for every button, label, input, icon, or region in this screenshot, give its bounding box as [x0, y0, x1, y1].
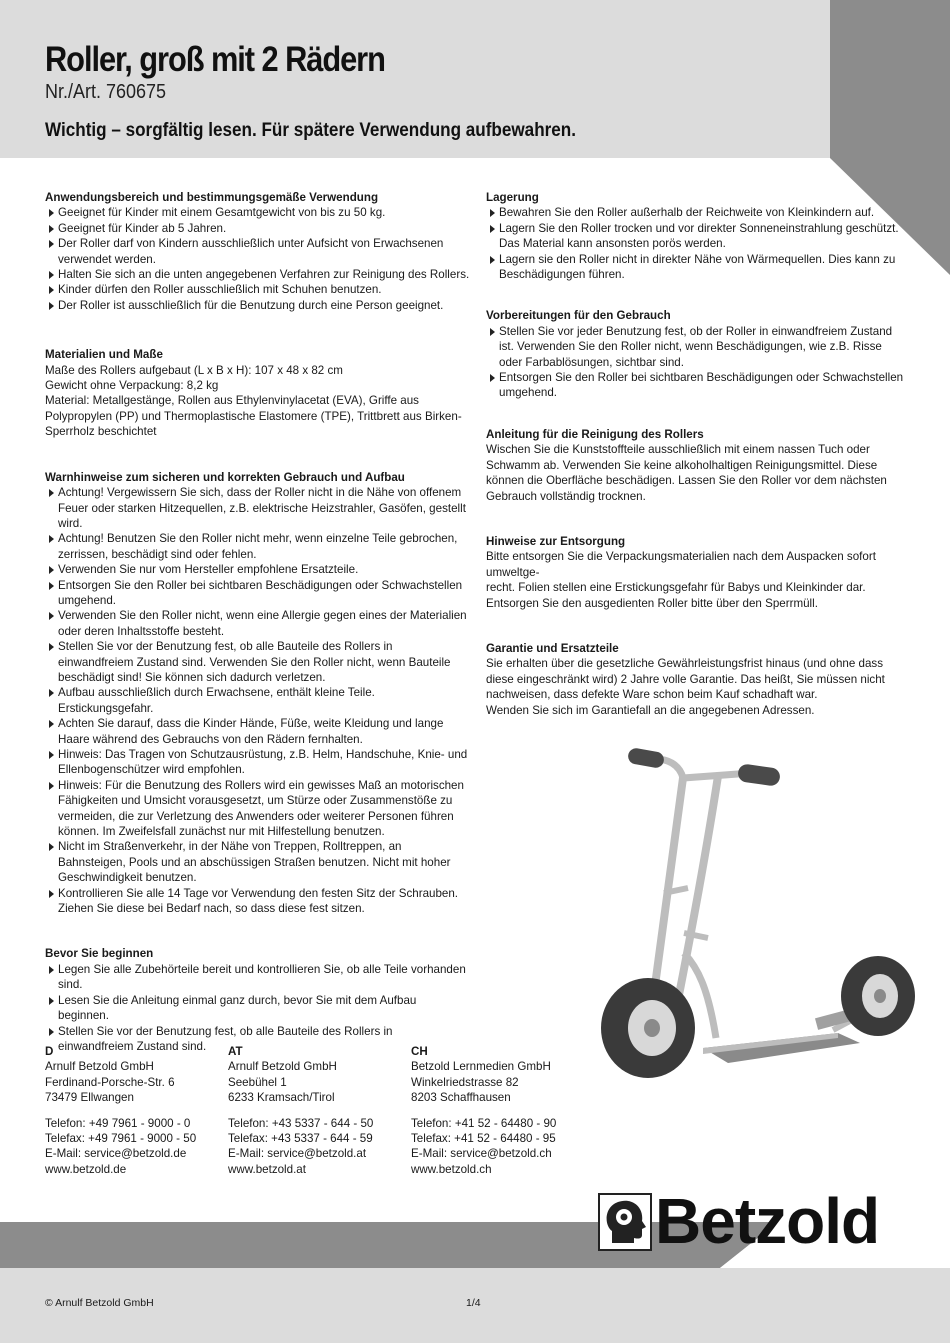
list-item: Legen Sie alle Zubehörteile bereit und kontrollieren Sie, ob alle Teile vorhanden sind. [45, 962, 470, 993]
email: E-Mail: service@betzold.de [45, 1147, 187, 1161]
list-item: Achtung! Benutzen Sie den Roller nicht mehr, wenn einzelne Teile gebrochen, zerrissen, beschädigt sind oder fehlen. [45, 531, 470, 562]
section-title: Vorbereitungen für den Gebrauch [486, 309, 671, 323]
list-item: Geeignet für Kinder mit einem Gesamtgewicht von bis zu 50 kg. [45, 205, 470, 220]
company: Betzold Lernmedien GmbH [411, 1060, 551, 1074]
footer-copyright: © Arnulf Betzold GmbH [45, 1297, 154, 1309]
country-code: D [45, 1045, 54, 1058]
street: Seebühel 1 [228, 1075, 287, 1089]
section-usage [45, 190, 470, 313]
list-item: Verwenden Sie nur vom Hersteller empfohlene Ersatzteile. [45, 562, 470, 577]
page-number: 1/4 [466, 1297, 481, 1309]
list-item: Stellen Sie vor jeder Benutzung fest, ob der Roller in einwandfreiem Zustand ist. Verwenden Sie den Roller nicht, wenn Beschädigungen, wie z.B. Risse oder Farbablösungen, sichtbar sind. [486, 324, 906, 370]
email: E-Mail: service@betzold.at [228, 1147, 367, 1161]
list-item: Stellen Sie vor der Benutzung fest, ob alle Bauteile des Rollers in einwandfreiem Zustand sind. Verwenden Sie den Roller nicht, wenn Bauteile beschädigt sind! Sie können sich dadurch verletzen. [45, 639, 470, 685]
section-cleaning [486, 427, 906, 504]
section-materials [45, 347, 470, 439]
page-title: Roller, groß mit 2 Rädern [45, 40, 385, 79]
city: 6233 Kramsach/Tirol [228, 1091, 335, 1105]
list-item: Achten Sie darauf, dass die Kinder Hände, Füße, weite Kleidung und lange Haare während des Gebrauchs von den Rädern fernhalten. [45, 716, 470, 747]
section-title: Anwendungsbereich und bestimmungsgemäße Verwendung [45, 191, 379, 204]
section-preparation [486, 308, 906, 400]
text-line: Sie erhalten über die gesetzliche Gewährleistungsfrist hinaus (und ohne dass diese eingeschränkt wird) 2 Jahre volle Garantie. Das heißt, Sie müssen nicht nachweisen, dass defekte Ware schon beim Kauf schadhaft war. [486, 657, 885, 702]
list-item: Kinder dürfen den Roller ausschließlich mit Schuhen benutzen. [45, 282, 470, 297]
phone: Telefon: +49 7961 - 9000 - 0 [45, 1116, 191, 1130]
website: www.betzold.ch [411, 1162, 492, 1176]
article-number: Nr./Art. 760675 [45, 81, 167, 103]
address-ch [411, 1044, 591, 1177]
list-item: Achtung! Vergewissern Sie sich, dass der Roller nicht in die Nähe von offenem Feuer oder starken Hitzequellen, z.B. elektrische Heizstrahler, Gasöfen, gestellt wird. [45, 485, 470, 531]
city: 73479 Ellwangen [45, 1091, 134, 1105]
list-item: Aufbau ausschließlich durch Erwachsene, enthält kleine Teile. Erstickungsgefahr. [45, 685, 470, 716]
subtitle: Wichtig – sorgfältig lesen. Für spätere Verwendung aufbewahren. [45, 120, 577, 141]
section-title: Lagerung [486, 191, 539, 204]
list-item: Lesen Sie die Anleitung einmal ganz durch, bevor Sie mit dem Aufbau beginnen. [45, 993, 470, 1024]
left-column [45, 190, 470, 1077]
text-line: Maße des Rollers aufgebaut (L x B x H): 107 x 48 x 82 cm [45, 363, 343, 377]
street: Winkelriedstrasse 82 [411, 1075, 519, 1089]
email: E-Mail: service@betzold.ch [411, 1147, 552, 1161]
list-item: Geeignet für Kinder ab 5 Jahren. [45, 221, 470, 236]
fax: Telefax: +49 7961 - 9000 - 50 [45, 1132, 197, 1146]
street: Ferdinand-Porsche-Str. 6 [45, 1075, 175, 1089]
section-before-start [45, 946, 470, 1054]
list-item: Stellen Sie vor der Benutzung fest, ob alle Bauteile des Rollers in einwandfreiem Zustand sind. [45, 1024, 470, 1055]
list-item: Lagern Sie den Roller trocken und vor direkter Sonneneinstrahlung geschützt. Das Material kann ansonsten porös werden. [486, 221, 906, 252]
list-item: Verwenden Sie den Roller nicht, wenn eine Allergie gegen eines der Materialien oder deren Inhaltsstoffe besteht. [45, 608, 470, 639]
text-line: Bitte entsorgen Sie die Verpackungsmaterialien nach dem Auspacken sofort umweltge- [486, 550, 876, 579]
list-item: Der Roller ist ausschließlich für die Benutzung durch eine Person geeignet. [45, 298, 470, 313]
fax: Telefax: +43 5337 - 644 - 59 [228, 1132, 373, 1146]
section-warnings [45, 470, 470, 917]
website: www.betzold.at [228, 1162, 306, 1176]
list-item: Nicht im Straßenverkehr, in der Nähe von Treppen, Rolltreppen, an Bahnsteigen, Pools und an abschüssigen Straßen benutzen. Nicht mit hoher Geschwindigkeit benutzen. [45, 839, 470, 885]
section-title: Materialien und Maße [45, 348, 163, 362]
list-item: Hinweis: Das Tragen von Schutzausrüstung, z.B. Helm, Handschuhe, Knie- und Ellenbogenschützer wird empfohlen. [45, 747, 470, 778]
text-line: Wenden Sie sich im Garantiefall an die angegebenen Adressen. [486, 703, 815, 717]
list-item: Hinweis: Für die Benutzung des Rollers wird ein gewisses Maß an motorischen Fähigkeiten und Umsicht vorausgesetzt, um Stürze oder Zusammenstöße zu vermeiden, die zur Verletzung des Anwenders oder weiterer Personen führen können. Im Zweifelsfall zunächst nur mit Hilfestellung benutzen. [45, 778, 470, 840]
section-title: Warnhinweise zum sicheren und korrekten Gebrauch und Aufbau [45, 470, 405, 484]
list-item: Entsorgen Sie den Roller bei sichtbaren Beschädigungen oder Schwachstellen umgehend. [45, 578, 470, 609]
company: Arnulf Betzold GmbH [45, 1060, 154, 1074]
phone: Telefon: +41 52 - 64480 - 90 [411, 1116, 557, 1130]
country-code: CH [411, 1045, 428, 1058]
betzold-logo-icon [598, 1193, 652, 1251]
address-de [45, 1044, 225, 1177]
city: 8203 Schaffhausen [411, 1091, 511, 1105]
list-item: Bewahren Sie den Roller außerhalb der Reichweite von Kleinkindern auf. [486, 205, 906, 220]
list-item: Der Roller darf von Kindern ausschließlich unter Aufsicht von Erwachsenen verwendet werden. [45, 236, 470, 267]
list-item: Lagern sie den Roller nicht in direkter Nähe von Wärmequellen. Dies kann zu Beschädigungen führen. [486, 252, 906, 283]
text-line: Gewicht ohne Verpackung: 8,2 kg [45, 379, 219, 393]
scooter-illustration [588, 738, 928, 1078]
text-line: Entsorgen Sie den ausgedienten Roller bitte über den Sperrmüll. [486, 596, 818, 610]
section-disposal [486, 534, 906, 611]
text-line: Material: Metallgestänge, Rollen aus Ethylenvinylacetat (EVA), Griffe aus Polypropylen (PP) und Thermoplastische Elastomere (TPE), Trittbrett aus Birken-Sperrholz beschichtet [45, 394, 462, 439]
section-title: Anleitung für die Reinigung des Rollers [486, 427, 704, 441]
country-code: AT [228, 1045, 243, 1058]
phone: Telefon: +43 5337 - 644 - 50 [228, 1116, 374, 1130]
list-item: Entsorgen Sie den Roller bei sichtbaren Beschädigungen oder Schwachstellen umgehend. [486, 370, 906, 401]
right-column [486, 190, 906, 741]
section-warranty [486, 641, 906, 718]
address-at [228, 1044, 408, 1177]
list-item: Halten Sie sich an die unten angegebenen Verfahren zur Reinigung des Rollers. [45, 267, 470, 282]
company: Arnulf Betzold GmbH [228, 1060, 337, 1074]
betzold-logo-text: Betzold [655, 1185, 880, 1257]
section-storage [486, 190, 906, 282]
text-line: recht. Folien stellen eine Erstickungsgefahr für Babys und Kleinkinder dar. [486, 581, 866, 595]
website: www.betzold.de [45, 1162, 127, 1176]
section-title: Garantie und Ersatzteile [486, 641, 619, 655]
section-title: Bevor Sie beginnen [45, 947, 154, 961]
section-title: Hinweise zur Entsorgung [486, 534, 626, 548]
top-right-dark-wedge [830, 0, 950, 158]
paragraph: Wischen Sie die Kunststoffteile ausschließlich mit einem nassen Tuch oder Schwamm ab. Verwenden Sie keine alkoholhaltigen Reinigungsmittel. Diese können die Oberfläche beschädigen. Lassen Sie den Roller vor dem nächsten Gebrauch vollständig trocknen. [486, 443, 887, 503]
fax: Telefax: +41 52 - 64480 - 95 [411, 1132, 556, 1146]
list-item: Kontrollieren Sie alle 14 Tage vor Verwendung den festen Sitz der Schrauben. Ziehen Sie diese bei Bedarf nach, so dass diese fest sitzen. [45, 886, 470, 917]
